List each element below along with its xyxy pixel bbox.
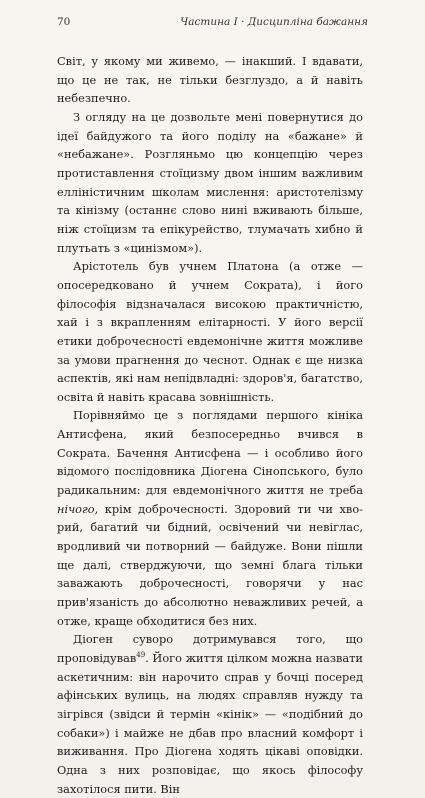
text-run: , крім доброчесності. Здоровий ти чи хворий, багатий чи бідний, освічений чи невіглас, вродливий чи потворний — байдуже. Вони пішли ще далі, стверджуючи, що земні блага тільки заважають доброчесності, говорячи у нас прив'язаність до абсолютно неважливих речей, а отже, краще обходитися без них. <box>57 501 363 628</box>
text-run: Світ, у якому ми живемо, — інакший. І вдавати, що це не так, не тільки безглуздо, а й навіть небезпечно. <box>57 54 363 106</box>
paragraph <box>57 108 363 257</box>
body-text <box>57 52 363 798</box>
paragraph <box>57 406 363 630</box>
text-run: . Його життя цілком можна назвати аскетичним: він нарочито справ у бочці посеред афінських вулиць, на людях справляв нужду та зігрівся (звідси й термін «кінік» — «подібний до собаки») і майже не дбав про власний комфорт і виживання. Про Діогена ходять цікаві оповідки. Одна з них розповідає, що якось філософу захотілося пити. Він <box>57 651 363 796</box>
emphasis-text: нічого <box>57 501 95 516</box>
text-run: З огляду на це дозвольте мені повернутися до ідеї байдужого та його поділу на «бажане» й «небажане». Розгляньмо цю концепцію через протиставлення стоїцизму двом іншим важливим елліністичним школам мислення: аристотелізму та кінізму (останнє слово нині вживають більше, ніж стоїцизм та епікурейство, тлумачать хибно й плутьать з «цинізмом»). <box>57 109 363 255</box>
paragraph <box>57 257 363 406</box>
text-run: Діоген суворо дотримувався того, що проповідував <box>57 632 363 665</box>
text-run: Порівняймо це з поглядами першого кініка Антисфена, який безпосередньо вчився в Сократа. Бачення Антисфена — і особливо його відомого послідовника Діогена Сінопського, було радикальним: для евдемонічного життя не треба <box>57 408 363 498</box>
paragraph <box>57 630 363 798</box>
running-title: Частина І · Дисципліна бажання <box>180 16 368 28</box>
footnote-reference[interactable]: 49 <box>136 651 146 660</box>
paragraph <box>57 52 363 108</box>
page-number: 70 <box>57 16 71 28</box>
text-run: Арістотель був учнем Платона (а отже — опосередковано й учнем Сократа), і його філософія відзначалася високою практичністю, хай і з вкрапленням елітарності. У його версії етики доброчесності евдемонічне життя можливе за умови прагнення до чеснот. Однак є ще низка аспектів, які нам непідвладні: здоров'я, багатство, освіта й навіть красава зовнішність. <box>57 259 363 404</box>
page-header <box>57 16 368 32</box>
